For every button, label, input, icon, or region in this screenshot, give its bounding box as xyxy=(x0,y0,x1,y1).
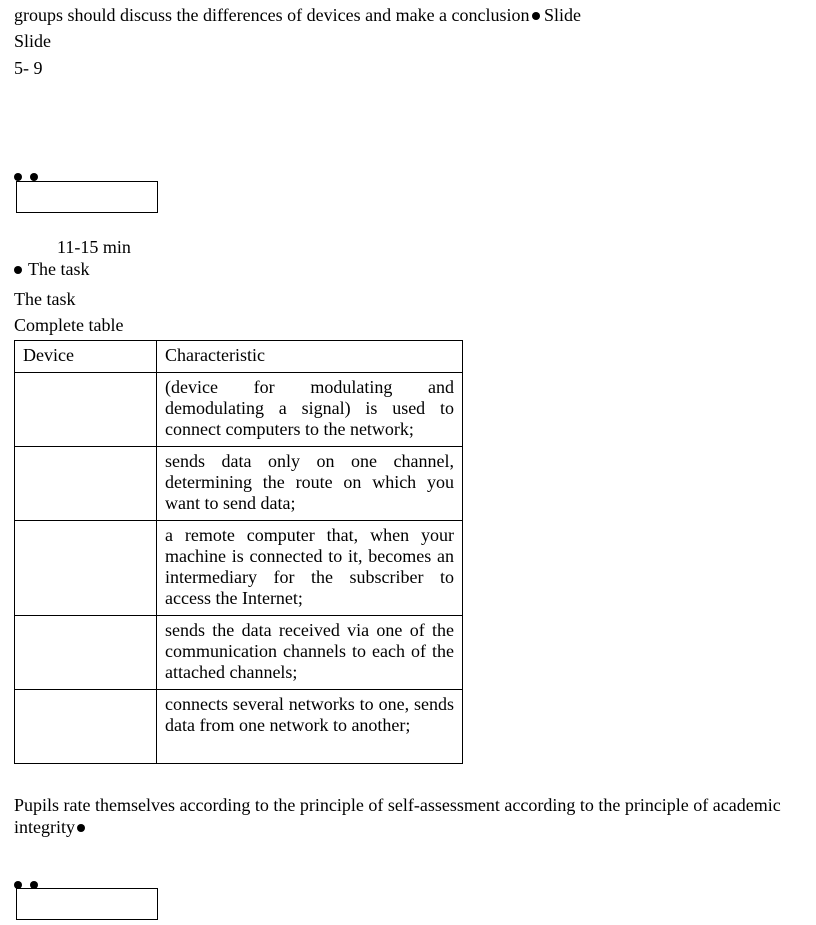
task-instruction: Complete table xyxy=(14,315,124,335)
header-characteristic: Characteristic xyxy=(157,341,463,373)
bullet-icon xyxy=(14,266,22,274)
intro-slide-label: Slide xyxy=(539,5,582,25)
characteristic-cell: connects several networks to one, sends data from one network to another; xyxy=(157,690,463,764)
bullet-icon xyxy=(532,12,540,20)
empty-box xyxy=(16,888,158,920)
table-row xyxy=(15,373,463,447)
table-header-row xyxy=(15,341,463,373)
table-row xyxy=(15,616,463,690)
header-device: Device xyxy=(15,341,157,373)
task-bullet-line xyxy=(14,258,89,280)
intro-line-3: 5- 9 xyxy=(14,58,43,78)
bullet-icon xyxy=(77,824,85,832)
task-bullet-label: The task xyxy=(28,259,90,279)
intro-text: groups should discuss the differences of devices and make a conclusion xyxy=(14,5,530,25)
device-cell xyxy=(15,616,157,690)
bullet-icon xyxy=(30,173,38,181)
timing-label: 11-15 min xyxy=(57,237,131,257)
assessment-text: Pupils rate themselves according to the principle of self-assessment according to the principle of academic integrity xyxy=(14,795,781,837)
characteristic-cell: sends data only on one channel, determining the route on which you want to send data; xyxy=(157,447,463,521)
device-table xyxy=(14,340,463,764)
device-cell xyxy=(15,447,157,521)
device-cell xyxy=(15,373,157,447)
device-cell xyxy=(15,521,157,616)
table-row xyxy=(15,690,463,764)
characteristic-cell: a remote computer that, when your machine is connected to it, becomes an intermediary for the subscriber to access the Internet; xyxy=(157,521,463,616)
table-row xyxy=(15,521,463,616)
characteristic-cell: (device for modulating and demodulating a signal) is used to connect computers to the network; xyxy=(157,373,463,447)
task-heading: The task xyxy=(14,289,76,309)
table-row xyxy=(15,447,463,521)
characteristic-cell: sends the data received via one of the communication channels to each of the attached channels; xyxy=(157,616,463,690)
empty-box xyxy=(16,181,158,213)
intro-line-1 xyxy=(14,4,581,26)
device-cell xyxy=(15,690,157,764)
bullet-icon xyxy=(14,173,22,181)
assessment-paragraph xyxy=(14,794,809,838)
intro-line-2: Slide xyxy=(14,31,52,51)
